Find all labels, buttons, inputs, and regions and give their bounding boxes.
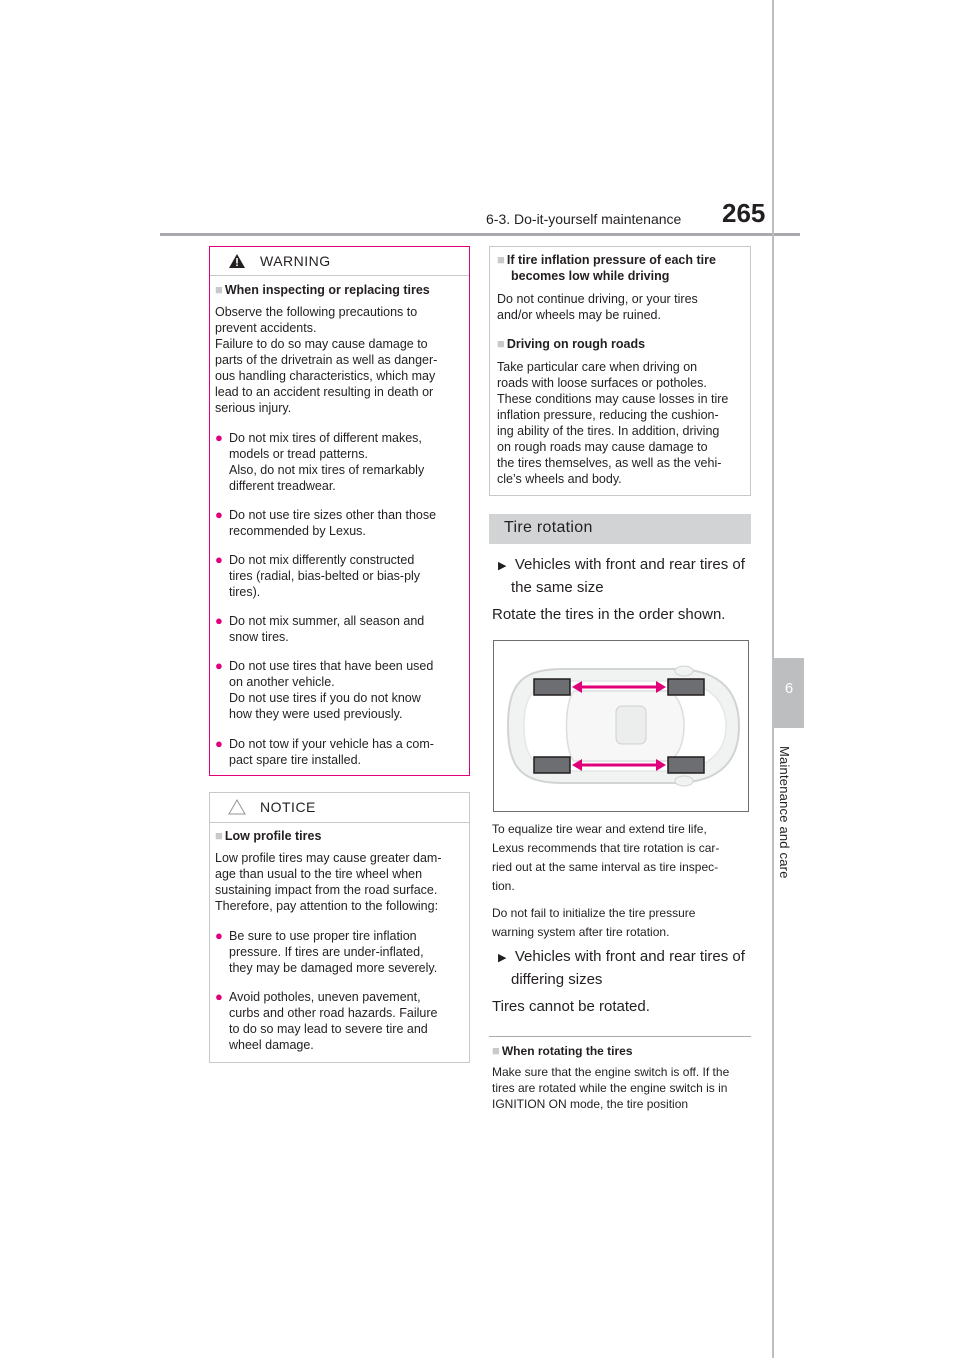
notice-header <box>210 793 469 823</box>
footnote-rule <box>489 1036 751 1037</box>
warning-bullet: ● Do not mix summer, all season and snow tires. <box>215 613 425 644</box>
square-bullet-icon: ■ <box>215 828 223 843</box>
case1-text: Rotate the tires in the order shown. <box>492 606 726 623</box>
info-subheading: ■ If tire inflation pressure of each tire becomes low while driving <box>497 252 716 283</box>
info-body: Do not continue driving, or your tires and/or wheels may be ruined. <box>497 292 698 322</box>
notice-intro: Low profile tires may cause greater dam- age than usual to the tire wheel when sustaining impact from the road surface. Therefore, pay attention to the following: <box>215 851 442 913</box>
round-bullet-icon: ● <box>215 928 223 943</box>
notice-bullet: ● Be sure to use proper tire inflation pressure. If tires are under-inflated, they may be damaged more severely. <box>215 928 438 975</box>
page-number: 265 <box>722 198 766 228</box>
footnote-body: Make sure that the engine switch is off. If the tires are rotated while the engine switch is in IGNITION ON mode, the tire position <box>492 1065 730 1111</box>
info-body: Take particular care when driving on roads with loose surfaces or potholes. These conditions may cause losses in tire inflation pressure, reducing the cushion- ing ability of the tires. In addition, driving on rough roads may cause damage to the tires themselves, as well as the vehi- cle’s wheels and body. <box>497 360 729 486</box>
case1-heading: ▶ Vehicles with front and rear tires of the same size <box>498 556 745 596</box>
info-subheading: ■ Driving on rough roads <box>497 336 646 351</box>
section-title: Tire rotation <box>504 519 593 536</box>
tire-rear-left <box>534 679 570 695</box>
section-header: 6-3. Do-it-yourself maintenance <box>486 211 682 227</box>
rotation-note-2: Do not fail to initialize the tire pressure warning system after tire rotation. <box>492 906 696 939</box>
square-bullet-icon: ■ <box>497 336 505 351</box>
car-top-view <box>494 641 748 811</box>
square-bullet-icon: ■ <box>215 282 223 297</box>
warning-header <box>210 247 469 276</box>
rotation-note: To equalize tire wear and extend tire life, Lexus recommends that tire rotation is car- ried out at the same interval as tire inspec- tion. <box>492 822 720 893</box>
warning-bullet: ● Do not use tire sizes other than those recommended by Lexus. <box>215 507 437 538</box>
round-bullet-icon: ● <box>215 507 223 522</box>
tire-rear-right <box>534 757 570 773</box>
footnote-subheading: ■ When rotating the tires <box>492 1043 633 1058</box>
warning-title: WARNING <box>260 253 331 269</box>
notice-triangle-icon <box>228 799 246 815</box>
warning-bullet: ● Do not use tires that have been used on another vehicle. Do not use tires if you do not know how they were used previously. <box>215 658 434 721</box>
round-bullet-icon: ● <box>215 736 223 751</box>
triangle-arrow-icon: ▶ <box>498 560 507 572</box>
round-bullet-icon: ● <box>215 613 223 628</box>
square-bullet-icon: ■ <box>497 252 505 267</box>
triangle-arrow-icon: ▶ <box>498 952 507 964</box>
case2-text: Tires cannot be rotated. <box>492 998 650 1015</box>
notice-title: NOTICE <box>260 799 316 815</box>
warning-bullet: ● Do not tow if your vehicle has a com- pact spare tire installed. <box>215 736 434 767</box>
warning-bullet: ● Do not mix tires of different makes, models or tread patterns. Also, do not mix tires of remarkably different treadwear. <box>215 430 425 493</box>
tire-front-right <box>668 757 704 773</box>
notice-subheading: ■ Low profile tires <box>215 828 322 843</box>
tire-rotation-illustration <box>493 640 749 812</box>
notice-bullet: ● Avoid potholes, uneven pavement, curbs and other road hazards. Failure to do so may lead to severe tire and wheel damage. <box>215 989 438 1052</box>
round-bullet-icon: ● <box>215 989 223 1004</box>
warning-bullet: ● Do not mix differently constructed tires (radial, bias-belted or bias-ply tires). <box>215 552 421 599</box>
round-bullet-icon: ● <box>215 658 223 673</box>
warning-subheading: ■ When inspecting or replacing tires <box>215 282 430 297</box>
square-bullet-icon: ■ <box>492 1043 500 1058</box>
header-rule <box>160 233 800 236</box>
round-bullet-icon: ● <box>215 430 223 445</box>
chapter-number: 6 <box>784 680 794 697</box>
round-bullet-icon: ● <box>215 552 223 567</box>
case2-heading: ▶ Vehicles with front and rear tires of differing sizes <box>498 948 745 988</box>
chapter-title: Maintenance and care <box>777 746 792 879</box>
warning-triangle-icon <box>228 253 246 269</box>
warning-intro: Observe the following precautions to prevent accidents. Failure to do so may cause damage to parts of the drivetrain as well as danger- ous handling characteristics, which may lead to an accident resulting in death or serious injury. <box>215 305 438 415</box>
tire-front-left <box>668 679 704 695</box>
